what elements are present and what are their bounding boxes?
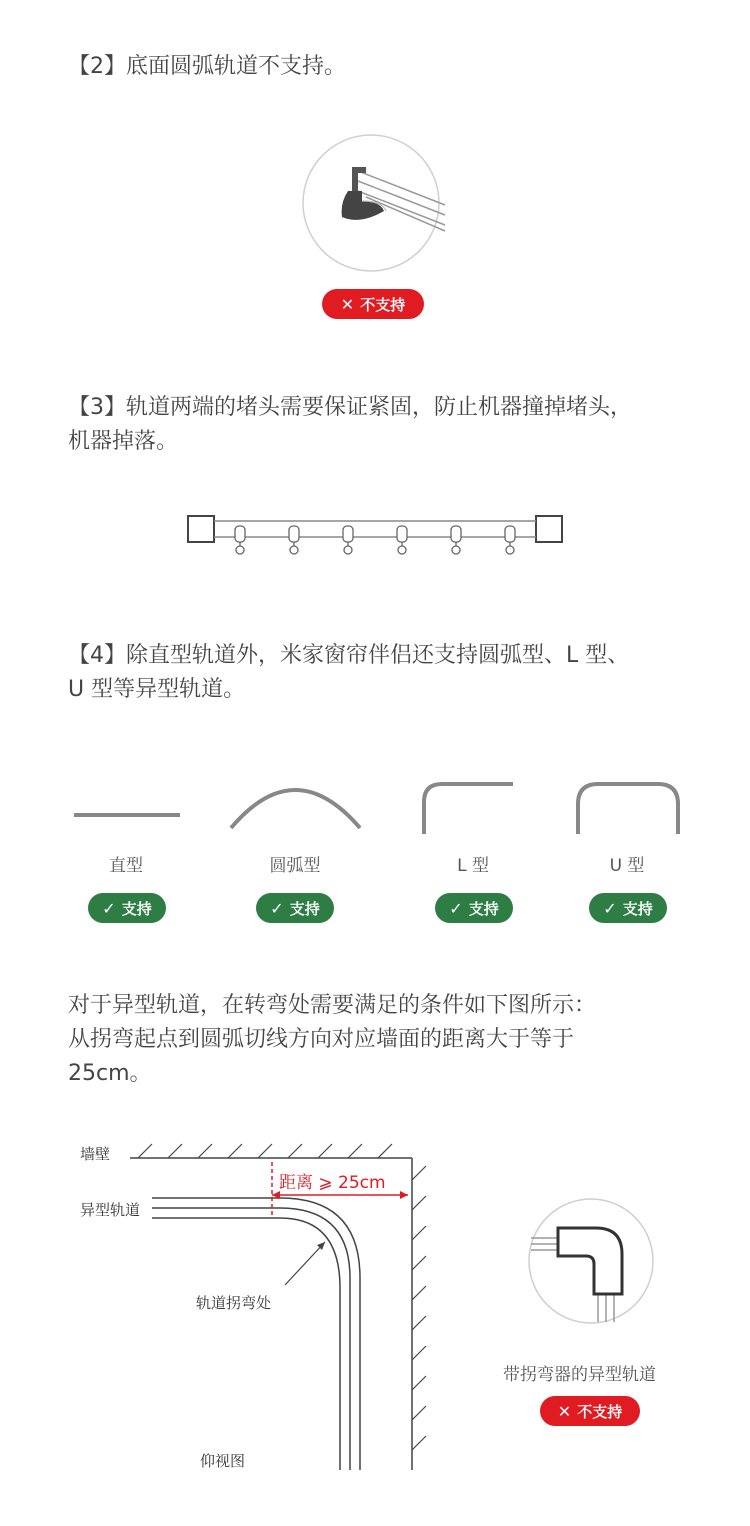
corner-caption: 带拐弯器的异型轨道 [503, 1365, 656, 1385]
corner-bender-track-illustration [526, 1196, 656, 1326]
badge-label: 支持 [468, 899, 499, 918]
u-track-shape [574, 780, 684, 835]
badge-label: 支持 [121, 899, 152, 918]
not-supported-badge [322, 289, 424, 319]
shape-label-straight: 直型 [109, 856, 143, 876]
wall-label: 墙壁 [80, 1145, 111, 1163]
corner-label: 轨道拐弯处 [196, 1294, 272, 1312]
distance-label: 距离 ⩾ 25cm [279, 1173, 386, 1193]
straight-track-shape [72, 775, 182, 835]
check-icon: ✓ [270, 898, 284, 918]
not-supported-badge-corner [540, 1396, 640, 1426]
supported-badge-l [435, 893, 513, 923]
track-label: 异型轨道 [80, 1201, 141, 1219]
bottom-arc-track-illustration [300, 133, 445, 273]
l-track-shape [420, 780, 515, 835]
check-icon: ✓ [603, 898, 617, 918]
arc-track-shape [228, 772, 363, 832]
cross-icon: ✕ [340, 294, 355, 314]
section-2-text: 【2】底面圆弧轨道不支持。 [68, 54, 346, 79]
supported-badge-u [589, 893, 667, 923]
badge-label: 不支持 [360, 295, 406, 314]
section-3-text: 【3】轨道两端的堵头需要保证紧固，防止机器撞掉堵头， 机器掉落。 [68, 395, 632, 454]
shape-label-u: U 型 [609, 856, 645, 876]
section-4-text: 【4】除直型轨道外，米家窗帘伴侣还支持圆弧型、L 型、 U 型等异型轨道。 [68, 643, 630, 702]
badge-label: 支持 [622, 899, 653, 918]
shape-label-l: L 型 [457, 856, 489, 876]
badge-label: 不支持 [577, 1402, 623, 1421]
track-end-caps-illustration [185, 512, 565, 562]
view-label: 仰视图 [200, 1452, 246, 1470]
check-icon: ✓ [102, 898, 116, 918]
check-icon: ✓ [449, 898, 463, 918]
supported-badge-straight [88, 893, 166, 923]
section-5-text: 对于异型轨道，在转弯处需要满足的条件如下图所示： 从拐弯起点到圆弧切线方向对应墙面的距离大于等于 25cm。 [68, 993, 597, 1086]
supported-badge-arc [256, 893, 334, 923]
shape-label-arc: 圆弧型 [269, 856, 321, 876]
badge-label: 支持 [289, 899, 320, 918]
cross-icon: ✕ [557, 1401, 572, 1421]
